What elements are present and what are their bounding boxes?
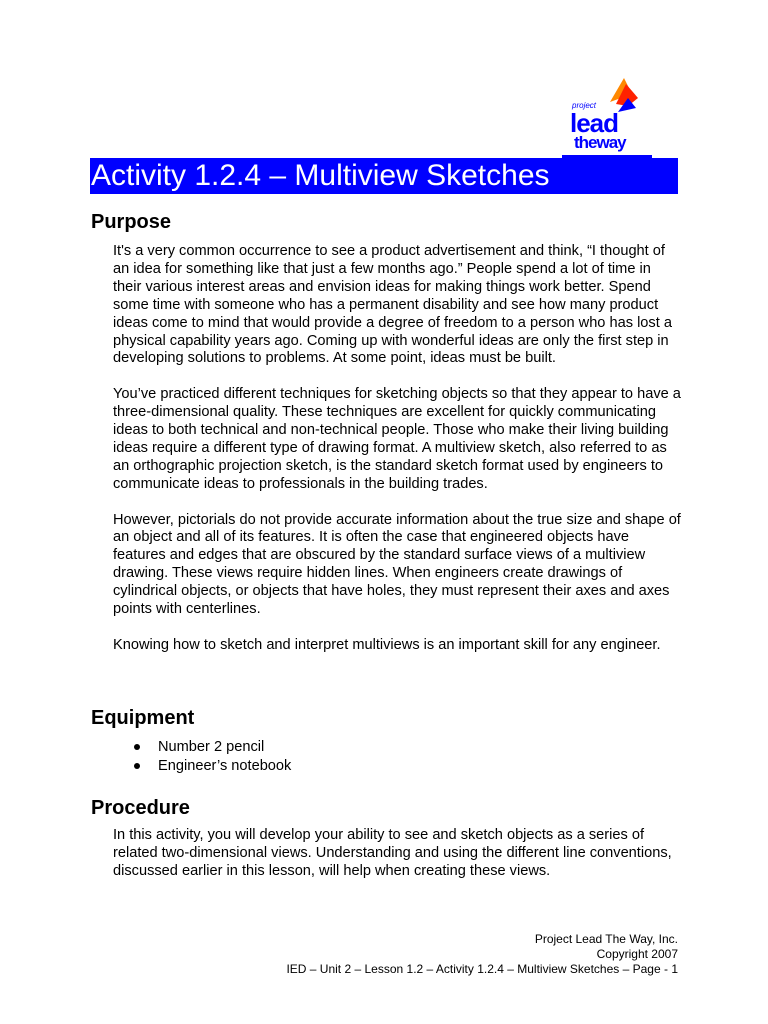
purpose-body	[113, 243, 683, 673]
bullet-icon	[134, 744, 140, 750]
footer-page-info: IED – Unit 2 – Lesson 1.2 – Activity 1.2.4 – Multiview Sketches – Page - 1	[286, 962, 678, 976]
list-item	[134, 757, 291, 776]
logo-project-text: project	[572, 101, 597, 110]
equipment-list	[134, 738, 291, 775]
procedure-body	[113, 827, 683, 899]
logo-lead-text: lead	[570, 108, 619, 138]
procedure-heading: Procedure	[91, 797, 190, 819]
page-footer	[286, 932, 678, 977]
logo-theway-text: theway	[574, 133, 626, 152]
footer-copyright: Copyright 2007	[596, 947, 678, 961]
footer-organization: Project Lead The Way, Inc.	[534, 932, 678, 946]
purpose-paragraph-3: However, pictorials do not provide accurate information about the true size and shape of an object and all of its features. It is often the case that engineered objects have features and edges that are obscured by the standard surface views of a multiview drawing. These views require hidden lines. When engineers create drawings of cylindrical objects, or objects that have holes, they must represent their axes and axes points with centerlines.	[113, 511, 681, 618]
purpose-paragraph-4: Knowing how to sketch and interpret multiviews is an important skill for any engineer.	[113, 636, 661, 653]
procedure-paragraph-1: In this activity, you will develop your ability to see and sketch objects as a series of related two-dimensional views. Understanding and using the different line conventions, discussed earlier in this lesson, will help when creating these views.	[113, 827, 672, 879]
equipment-item-label: Number 2 pencil	[158, 739, 265, 755]
page-title: Activity 1.2.4 – Multiview Sketches	[90, 158, 678, 194]
equipment-heading: Equipment	[91, 707, 195, 729]
equipment-item-label: Engineer’s notebook	[158, 757, 292, 774]
list-item	[134, 738, 291, 757]
project-lead-the-way-logo	[566, 72, 648, 158]
purpose-paragraph-1: It's a very common occurrence to see a product advertisement and think, “I thought of an idea for something like that just a few months ago.” People spend a lot of time in their various interest areas and envision ideas for making things work better. Spend some time with someone who has a permanent disability and see how many product ideas come to mind that would provide a degree of freedom to a person who has lost a physical capability years ago. Coming up with wonderful ideas are only the first step in developing solutions to problems. At some point, ideas must be built.	[113, 243, 672, 367]
purpose-paragraph-2: You’ve practiced different techniques for sketching objects so that they appear to have a three-dimensional quality. These techniques are excellent for quickly communicating ideas to both technical and non-technical people. Those who make their living building ideas require a different type of drawing format. A multiview sketch, also referred to as an orthographic projection sketch, is the standard sketch format used by engineers to communicate ideas to professionals in the building trades.	[113, 386, 681, 492]
bullet-icon	[134, 763, 140, 769]
arrow-mark-icon	[610, 78, 638, 112]
purpose-heading: Purpose	[91, 211, 172, 233]
